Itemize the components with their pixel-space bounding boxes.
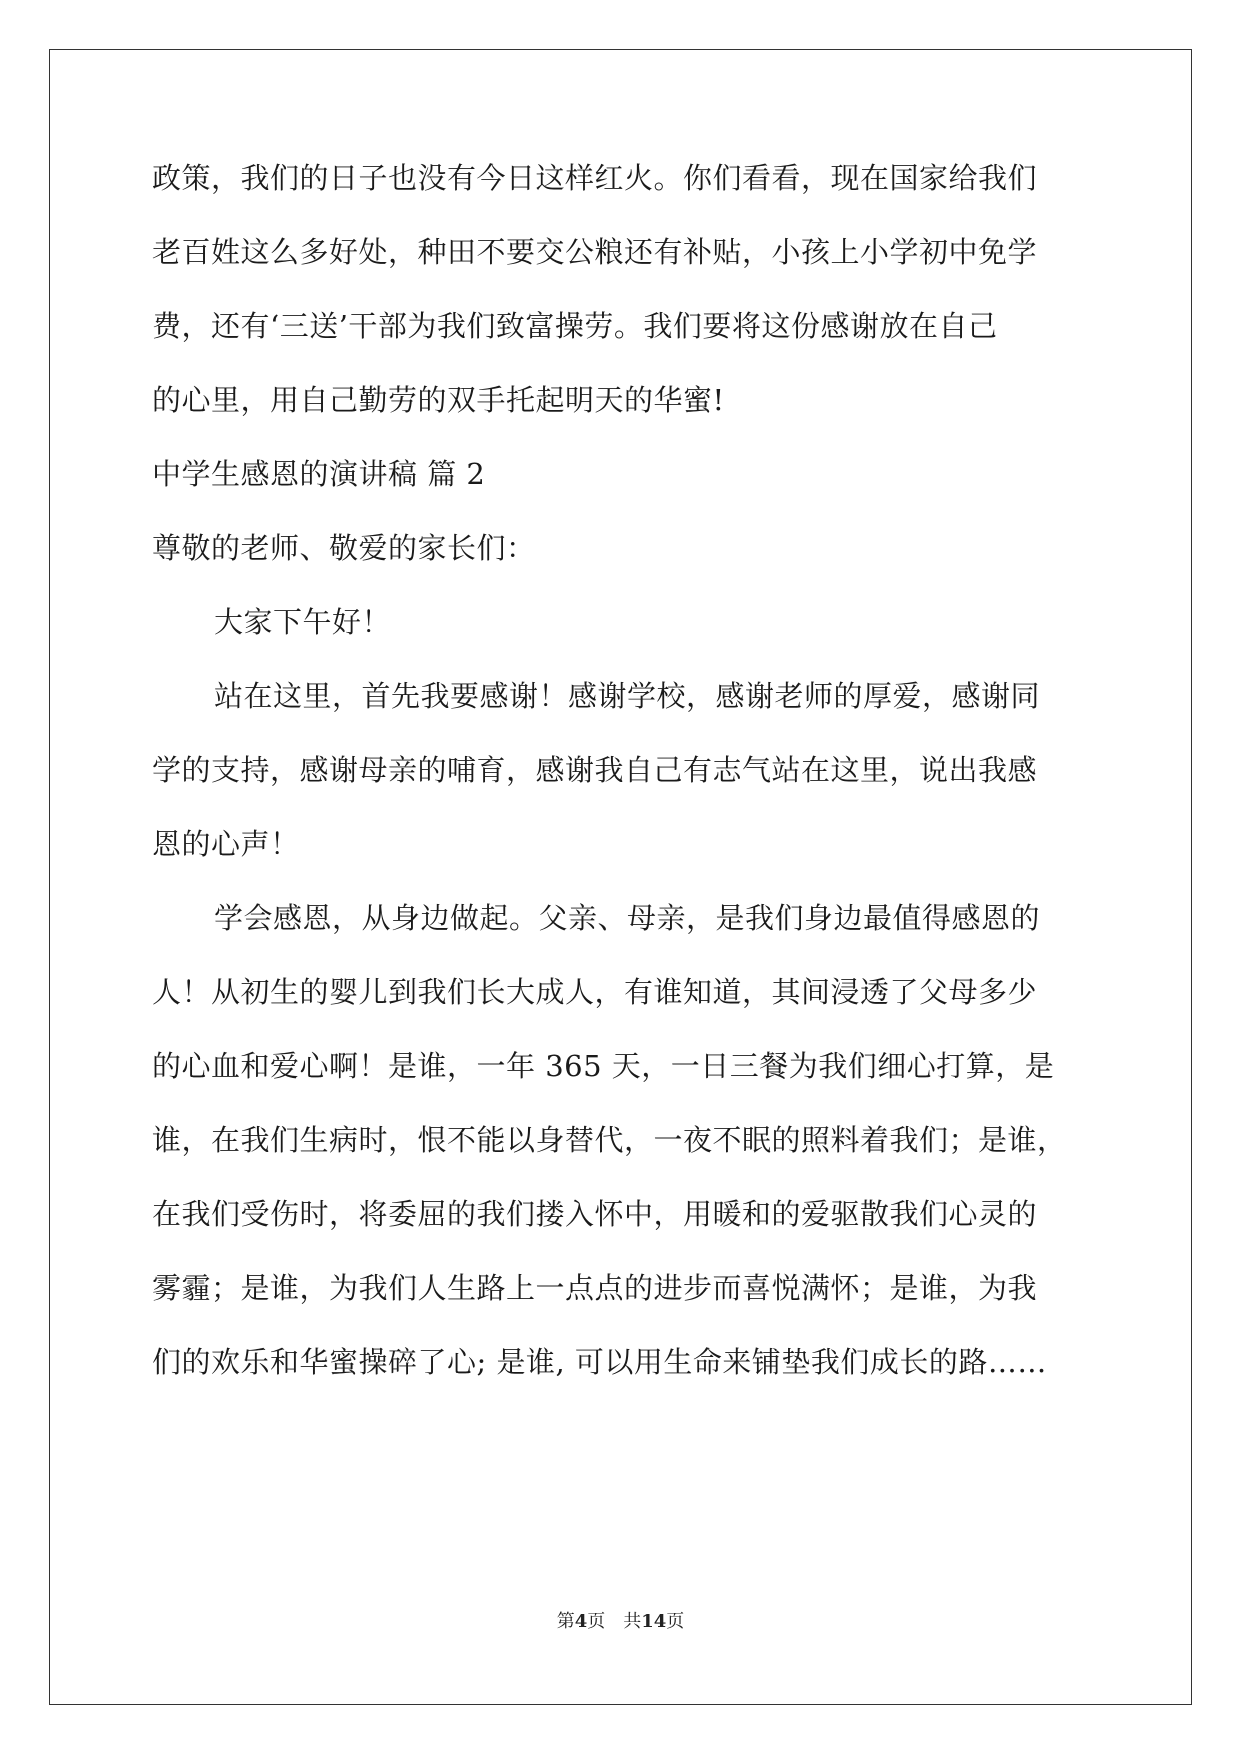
salutation: 尊敬的老师、敬爱的家长们： xyxy=(152,531,536,565)
paragraph-line: 费，还有‘三送’干部为我们致富操劳。我们要将这份感谢放在自己 xyxy=(152,309,998,343)
paragraph-line: 谁，在我们生病时，恨不能以身替代，一夜不眠的照料着我们；是谁， xyxy=(152,1123,1067,1157)
paragraph-line: 政策，我们的日子也没有今日这样红火。你们看看，现在国家给我们 xyxy=(152,161,1038,195)
paragraph-line: 的心血和爱心啊！是谁，一年 365 天，一日三餐为我们细心打算，是 xyxy=(152,1049,1055,1083)
page-footer xyxy=(0,1610,1241,1634)
greeting: 大家下午好！ xyxy=(214,605,392,639)
paragraph-line: 们的欢乐和华蜜操碎了心; 是谁, 可以用生命来铺垫我们成长的路…… xyxy=(152,1345,1047,1379)
page-border xyxy=(49,49,1192,1705)
paragraph-line: 雾霾；是谁，为我们人生路上一点点的进步而喜悦满怀；是谁，为我 xyxy=(152,1271,1038,1305)
paragraph-line: 人！从初生的婴儿到我们长大成人，有谁知道，其间浸透了父母多少 xyxy=(152,975,1038,1009)
paragraph-line: 在我们受伤时，将委屈的我们搂入怀中，用暖和的爱驱散我们心灵的 xyxy=(152,1197,1038,1231)
current-page-number: 4 xyxy=(574,1611,588,1632)
paragraph-line: 学会感恩，从身边做起。父亲、母亲，是我们身边最值得感恩的 xyxy=(214,901,1041,935)
paragraph-line: 恩的心声！ xyxy=(152,827,300,861)
footer-suffix: 页 xyxy=(666,1611,685,1632)
total-page-count: 14 xyxy=(641,1611,667,1632)
paragraph-line: 的心里，用自己勤劳的双手托起明天的华蜜! xyxy=(152,383,725,417)
footer-mid: 页 共 xyxy=(587,1611,642,1632)
footer-prefix: 第 xyxy=(556,1611,575,1632)
paragraph-line: 老百姓这么多好处，种田不要交公粮还有补贴，小孩上小学初中免学 xyxy=(152,235,1038,269)
paragraph-line: 学的支持，感谢母亲的哺育，感谢我自己有志气站在这里，说出我感 xyxy=(152,753,1038,787)
section-heading: 中学生感恩的演讲稿 篇 2 xyxy=(152,457,486,491)
paragraph-line: 站在这里，首先我要感谢！感谢学校，感谢老师的厚爱，感谢同 xyxy=(214,679,1041,713)
